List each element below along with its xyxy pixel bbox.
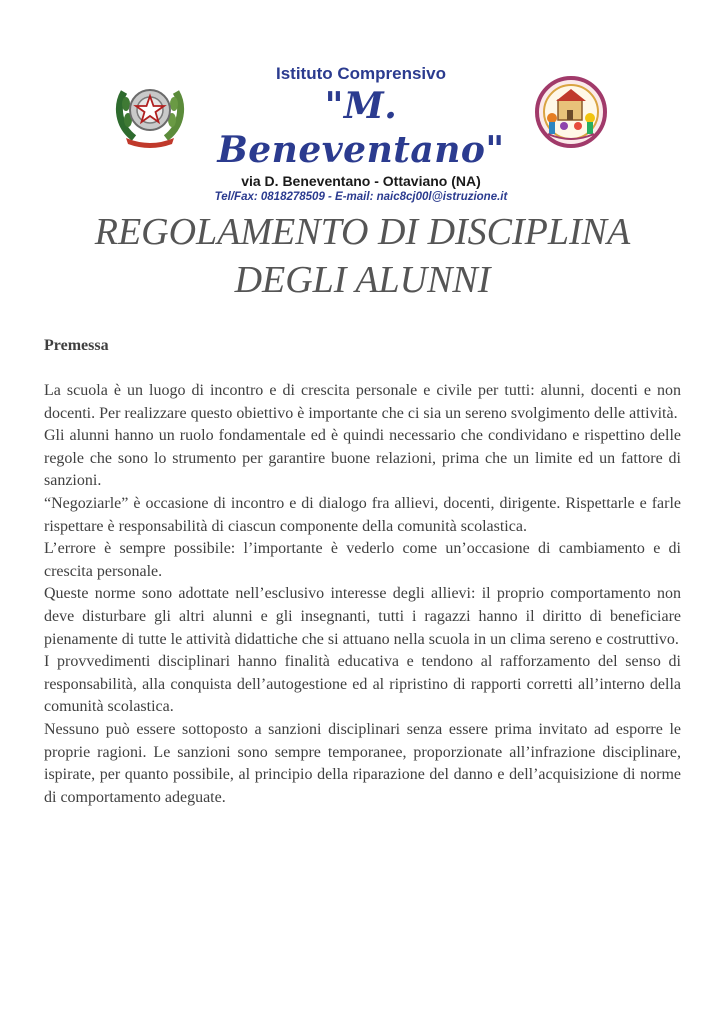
section-heading: Premessa — [44, 337, 109, 354]
paragraph: La scuola è un luogo di incontro e di crescita personale e civile per tutti: alunni, docenti e non docenti. Per realizzare questo obiettivo è importante che ci sia un sereno svolgimento delle attività. — [44, 382, 681, 422]
paragraph: Queste norme sono adottate nell’esclusivo interesse degli allievi: il proprio comportamento non deve disturbare gli altri alunni e gli insegnanti, tutti i ragazzi hanno il diritto di beneficiare pienamente di tutte le attività didattiche che si attuano nella scuola in un clima sereno e costruttivo. — [44, 585, 681, 648]
school-logo-icon — [534, 74, 608, 150]
school-contacts: Tel/Fax: 0818278509 - E-mail: naic8cj00l@istruzione.it — [214, 191, 508, 203]
paragraph: I provvedimenti disciplinari hanno finalità educativa e tendono al rafforzamento del senso di responsabilità, alla conquista dell’autogestione ed al ripristino di rapporti corretti all’interno della comunità scolastica. — [44, 653, 681, 716]
letterhead — [0, 60, 725, 203]
school-name: "M. Beneventano" — [217, 85, 505, 171]
school-address: via D. Beneventano - Ottaviano (NA) — [241, 173, 481, 189]
letterhead-text — [188, 60, 534, 205]
paragraph: Gli alunni hanno un ruolo fondamentale ed è quindi necessario che condividano e rispettino delle regole che sono lo strumento per garantire buone relazioni, prima che un limite ed un fattore di sanzioni. — [44, 427, 681, 490]
document-title-line-1: REGOLAMENTO DI DISCIPLINA — [94, 211, 631, 253]
paragraph: Nessuno può essere sottoposto a sanzioni disciplinari senza essere prima invitato ad esporre le proprie ragioni. Le sanzioni sono sempre temporanee, proporzionate all’infrazione disciplinare, ispirate, per quanto possibile, al principio della riparazione del danno e dell’acquisizione di norme di comportamento adeguate. — [44, 720, 681, 806]
paragraph: “Negoziarle” è occasione di incontro e di dialogo fra allievi, docenti, dirigente. Rispettarle e farle rispettare è responsabilità di ciascun componente della comunità scolastica. — [44, 494, 681, 535]
paragraph: L’errore è sempre possibile: l’importante è vederlo come un’occasione di cambiamento e di crescita personale. — [44, 540, 681, 580]
document-title — [0, 208, 725, 304]
document-title-line-2: DEGLI ALUNNI — [234, 259, 491, 301]
body-text — [44, 380, 681, 809]
italian-republic-emblem-icon — [114, 74, 186, 150]
institute-type: Istituto Comprensivo — [275, 64, 446, 83]
